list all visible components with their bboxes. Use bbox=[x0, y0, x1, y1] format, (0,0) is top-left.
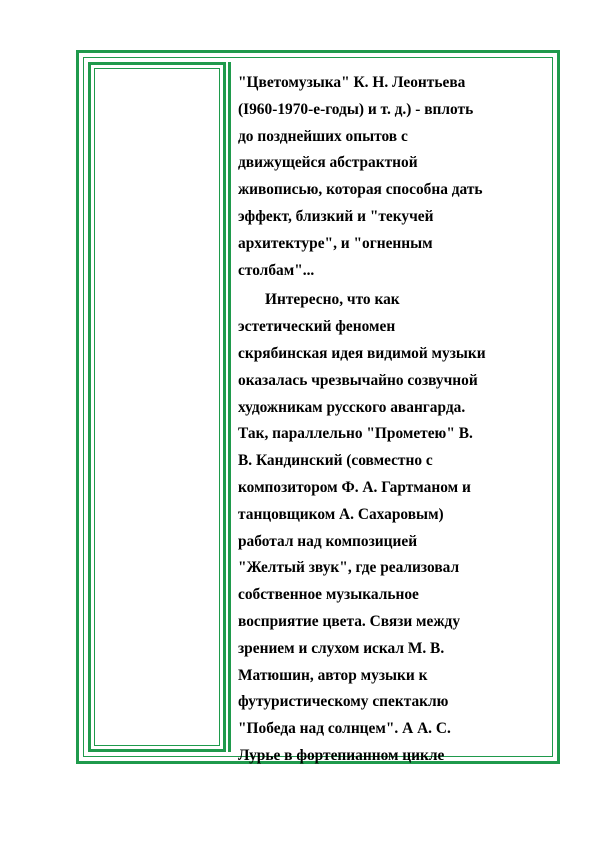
text-line: восприятие цвета. Связи между bbox=[238, 612, 461, 630]
text-line: Интересно, что как bbox=[265, 291, 400, 309]
text-line: эффект, близкий и "текучей bbox=[238, 207, 434, 225]
green-double-border-frame bbox=[76, 50, 560, 764]
text-line: живописью, которая способна дать bbox=[238, 181, 483, 199]
text-line: эстетический феномен bbox=[238, 318, 396, 336]
paragraph-2 bbox=[238, 287, 554, 769]
left-empty-cell bbox=[88, 62, 226, 752]
text-line: зрением и слухом искал М. В. bbox=[238, 639, 445, 657]
text-line: Матюшин, автор музыки к bbox=[238, 666, 428, 684]
text-line: "Желтый звук", где реализовал bbox=[238, 559, 460, 577]
paragraph-1 bbox=[238, 70, 554, 284]
text-line: движущейся абстрактной bbox=[238, 154, 418, 172]
text-line: В. Кандинский (совместно с bbox=[238, 452, 433, 470]
text-line: столбам"... bbox=[238, 261, 315, 279]
text-line: футуристическому спектаклю bbox=[238, 693, 449, 711]
text-line: скрябинская идея видимой музыки bbox=[238, 344, 486, 362]
text-line: "Цветомузыка" К. Н. Леонтьева bbox=[238, 74, 466, 91]
text-line: композитором Ф. А. Гартманом и bbox=[238, 478, 471, 496]
text-line: оказалась чрезвычайно созвучной bbox=[238, 371, 478, 389]
body-text bbox=[238, 70, 554, 770]
text-line: собственное музыкальное bbox=[238, 586, 419, 604]
text-line: "Победа над солнцем". А А. С. bbox=[238, 720, 451, 738]
text-line: художникам русского авангарда. bbox=[238, 398, 466, 416]
text-line: архитектуре", и "огненным bbox=[238, 234, 433, 252]
text-line: Лурье в фортепианном цикле bbox=[238, 746, 445, 764]
right-text-cell bbox=[228, 62, 553, 764]
left-cell-inner-line bbox=[94, 68, 220, 746]
text-line: Так, параллельно "Прометею" В. bbox=[238, 425, 473, 443]
text-line: (I960-1970-е-годы) и т. д.) - вплоть bbox=[238, 100, 474, 118]
text-line: работал над композицией bbox=[238, 532, 418, 550]
text-line: до позднейших опытов с bbox=[238, 127, 408, 145]
text-line: танцовщиком А. Сахаровым) bbox=[238, 505, 444, 523]
